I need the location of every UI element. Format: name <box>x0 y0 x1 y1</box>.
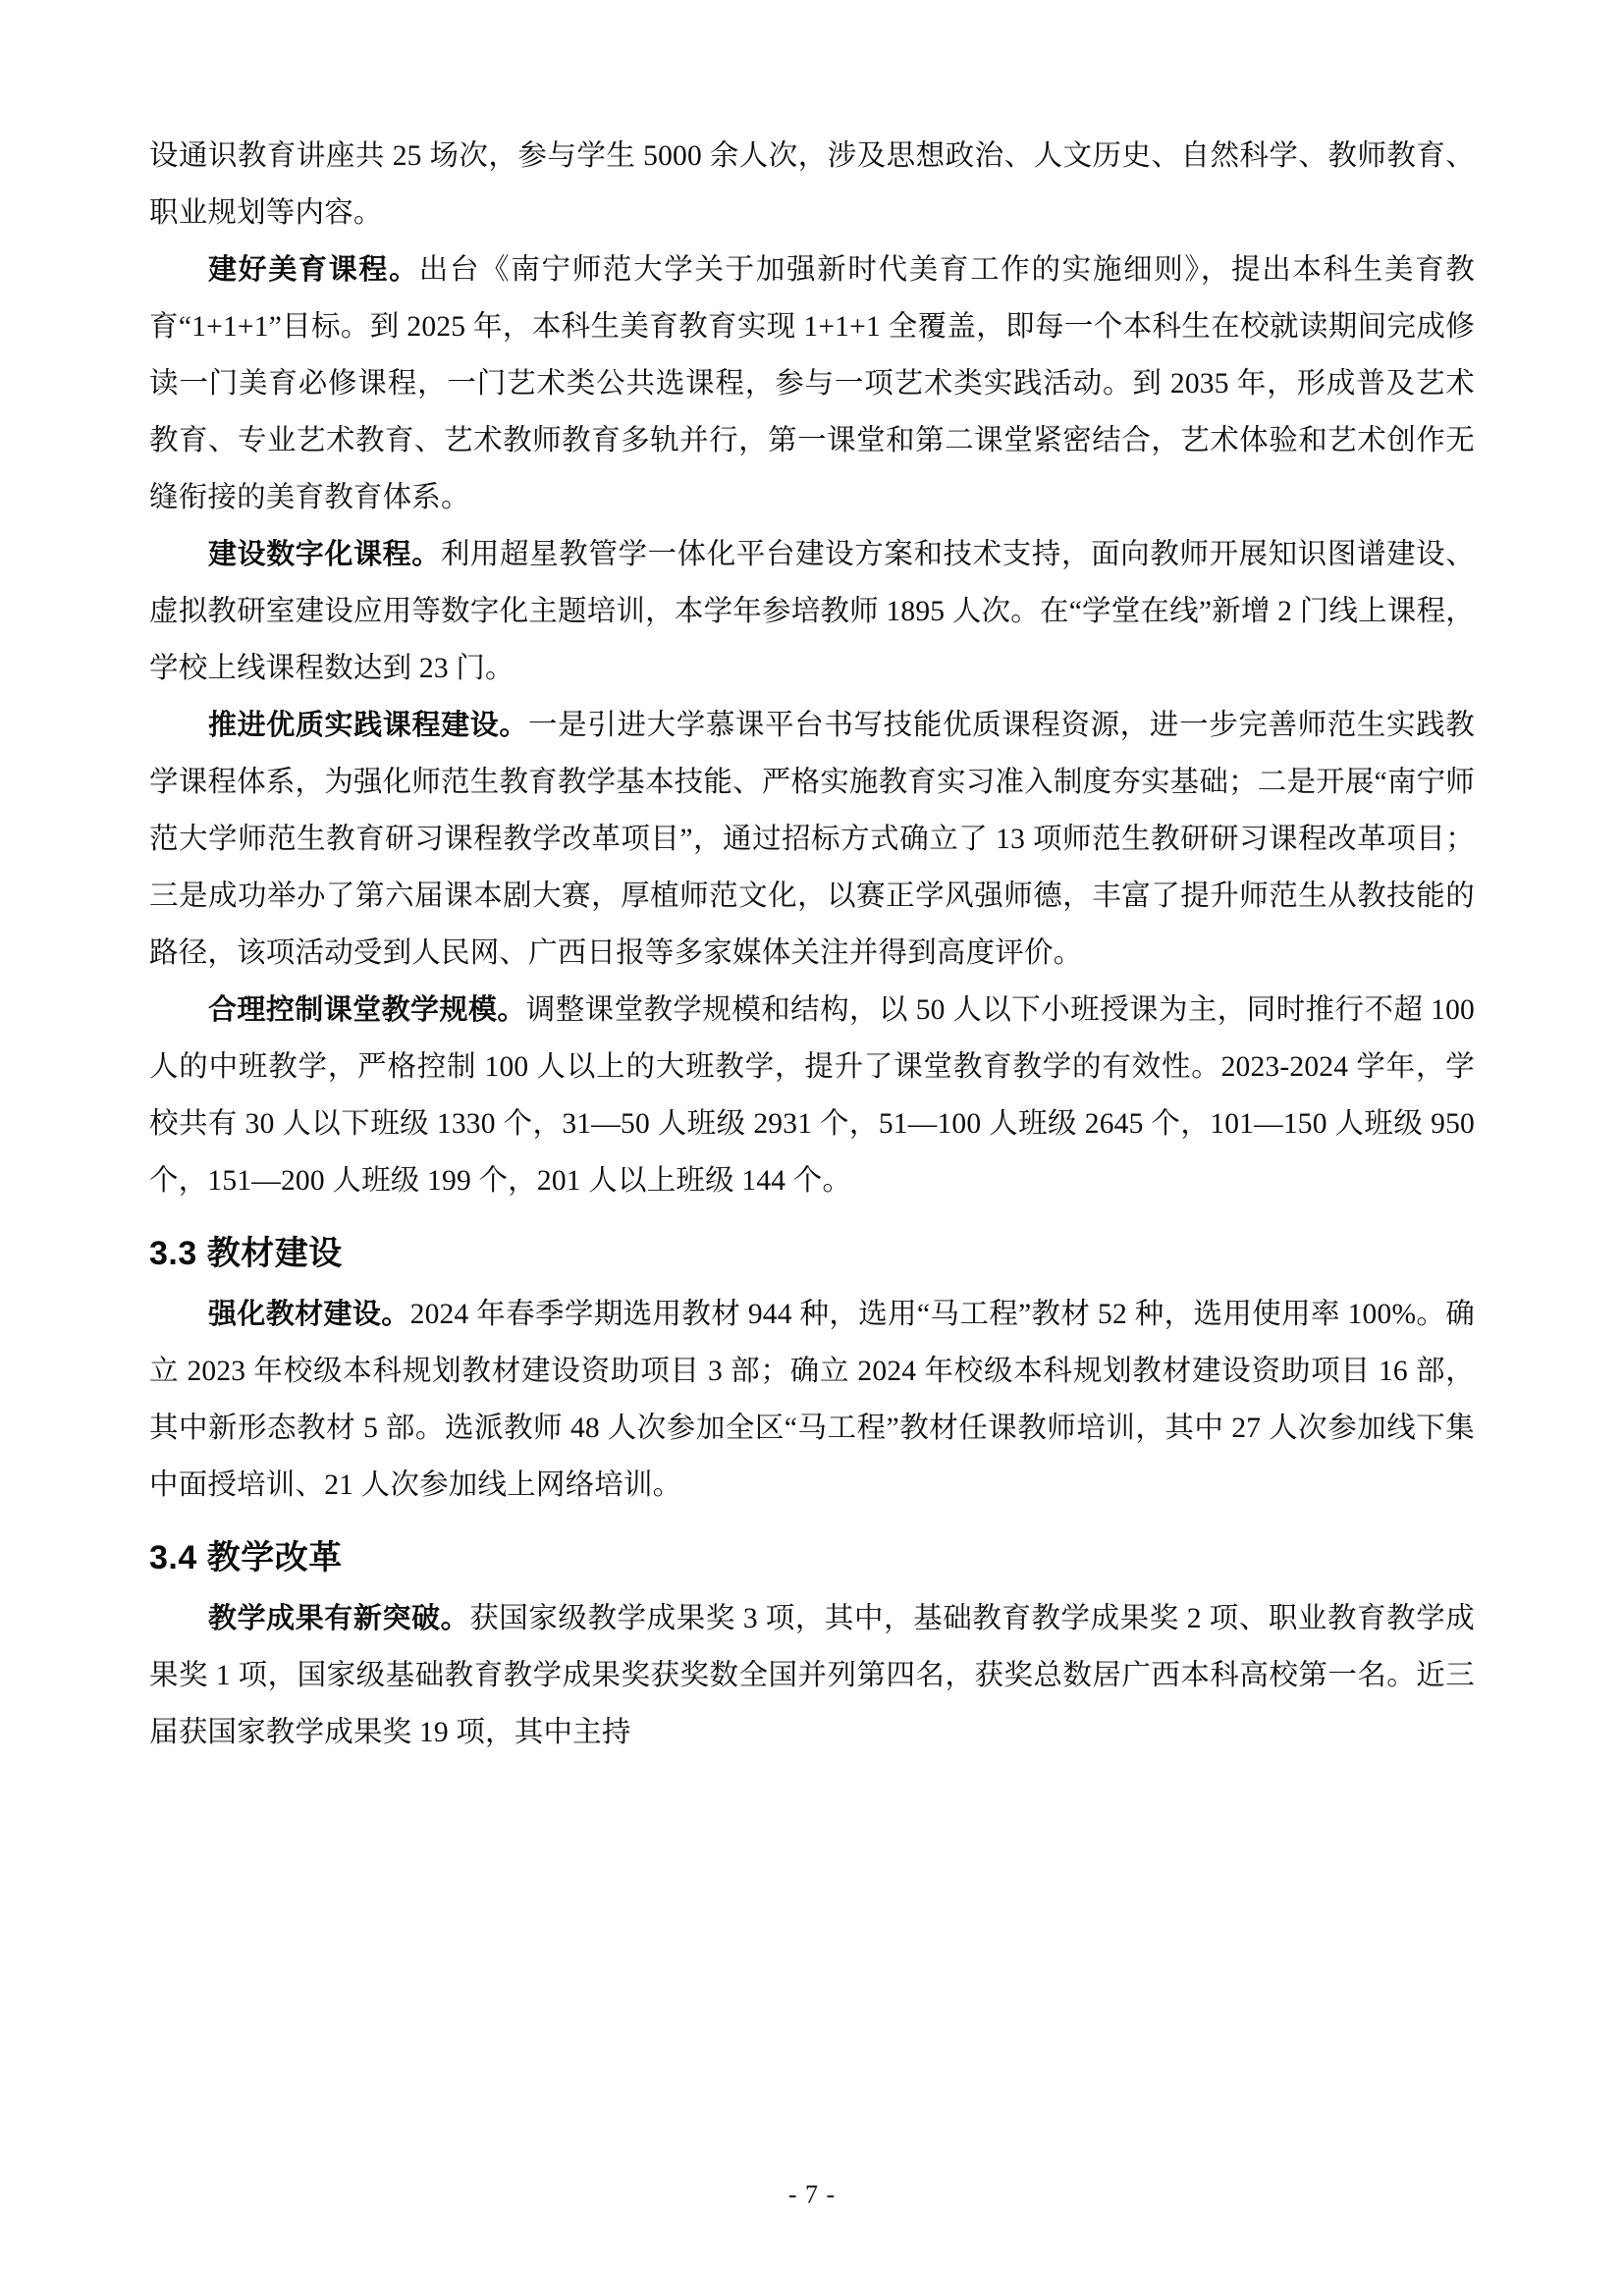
paragraph-lead-in: 教学成果有新突破。 <box>208 1603 470 1634</box>
page-number: - 7 - <box>787 2180 837 2209</box>
paragraph-text: 一是引进大学慕课平台书写技能优质课程资源，进一步完善师范生实践教学课程体系，为强化师范生教育教学基本技能、严格实施教育实习准入制度夯实基础；二是开展“南宁师范大学师范生教育研习课程教学改革项目”，通过招标方式确立了 13 项师范生教研研习课程改革项目；三是成功举办了第六届课本剧大赛，厚植师范文化，以赛正学风强师德，丰富了提升师范生从教技能的路径，该项活动受到人民网、广西日报等多家媒体关注并得到高度评价。 <box>149 710 1476 969</box>
section-heading-3-4: 3.4 教学改革 <box>149 1539 343 1576</box>
paragraph-text: 调整课堂教学规模和结构，以 50 人以下小班授课为主，同时推行不超 100 人的中班教学，严格控制 100 人以上的大班教学，提升了课堂教育教学的有效性。2023-2024 学年，学校共有 30 人以下班级 1330 个，31—50 人班级 2931 个，51—100 人班级 2645 个，101—150 人班级 950 个，151—200 人班级 199 个，201 人以上班级 144 个。 <box>149 994 1475 1197</box>
section-heading-3-3: 3.3 教材建设 <box>149 1235 343 1272</box>
paragraph-text: 获国家级教学成果奖 3 项，其中，基础教育教学成果奖 2 项、职业教育教学成果奖 1 项，国家级基础教育教学成果奖获奖数全国并列第四名，获奖总数居广西本科高校第一名。近三届获国家教学成果奖 19 项，其中主持 <box>149 1603 1475 1748</box>
paragraph-digital-courses <box>149 526 1475 697</box>
paragraph-text: 出台《南宁师范大学关于加强新时代美育工作的实施细则》，提出本科生美育教育“1+1+1”目标。到 2025 年，本科生美育教育实现 1+1+1 全覆盖，即每一个本科生在校就读期间完成修读一门美育必修课程，一门艺术类公共选课程，参与一项艺术类实践活动。到 2035 年，形成普及艺术教育、专业艺术教育、艺术教师教育多轨并行，第一课堂和第二课堂紧密结合，艺术体验和艺术创作无缝衔接的美育教育体系。 <box>149 254 1475 513</box>
document-body <box>149 128 1475 1761</box>
paragraph-continuation: 设通识教育讲座共 25 场次，参与学生 5000 余人次，涉及思想政治、人文历史、自然科学、教师教育、职业规划等内容。 <box>149 140 1475 229</box>
paragraph-class-size <box>149 982 1475 1209</box>
paragraph-text: 利用超星教管学一体化平台建设方案和技术支持，面向教师开展知识图谱建设、虚拟教研室建设应用等数字化主题培训，本学年参培教师 1895 人次。在“学堂在线”新增 2 门线上课程，学校上线课程数达到 23 门。 <box>149 539 1475 684</box>
paragraph-lead-in: 建好美育课程。 <box>208 254 419 286</box>
paragraph-textbook-construction <box>149 1286 1475 1514</box>
paragraph-lead-in: 建设数字化课程。 <box>208 539 441 570</box>
paragraph-lead-in: 推进优质实践课程建设。 <box>208 710 529 741</box>
paragraph-teaching-achievements <box>149 1590 1475 1761</box>
paragraph-aesthetic-courses <box>149 241 1475 526</box>
paragraph-lead-in: 合理控制课堂教学规模。 <box>208 994 526 1026</box>
paragraph-lead-in: 强化教材建设。 <box>208 1299 410 1330</box>
paragraph-practice-courses <box>149 697 1475 982</box>
paragraph-text: 2024 年春季学期选用教材 944 种，选用“马工程”教材 52 种，选用使用率 100%。确立 2023 年校级本科规划教材建设资助项目 3 部；确立 2024 年校级本科规划教材建设资助项目 16 部，其中新形态教材 5 部。选派教师 48 人次参加全区“马工程”教材任课教师培训，其中 27 人次参加线下集中面授培训、21 人次参加线上网络培训。 <box>149 1299 1475 1501</box>
